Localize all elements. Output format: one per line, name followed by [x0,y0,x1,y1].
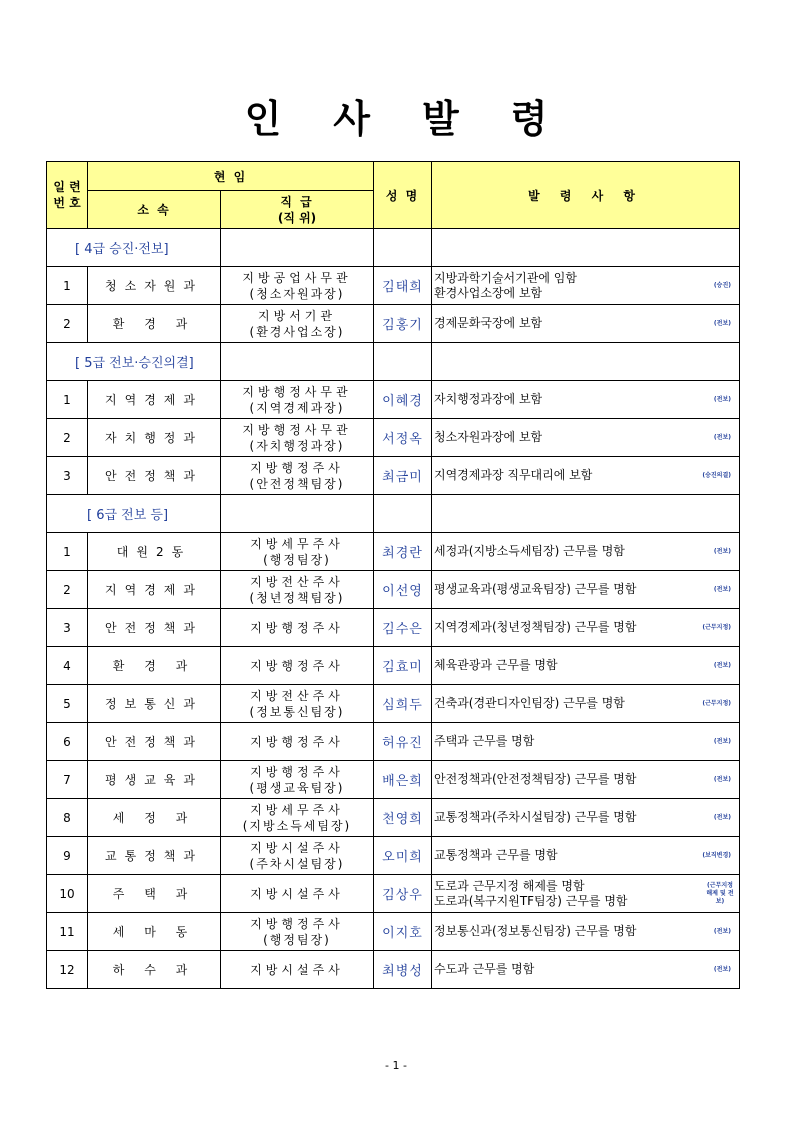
order-type-tag: (근무지정) [702,623,731,631]
order-line-2: 도로과(복구지원TF팀장) 근무를 명함 [434,893,628,908]
row-rank [221,533,374,571]
order-line-1: 정보통신과(정보통신팀장) 근무를 명함 [434,924,637,938]
row-department: 안전정책과 [88,457,221,495]
header-seq [47,162,88,229]
order-line-1: 지역경제과장 직무대리에 보함 [434,468,593,482]
order-line-1: 지방과학기술서기관에 임함 [434,270,577,285]
order-type-tag: (승진) [713,281,731,289]
header-rank-bottom: (직 위) [277,210,317,225]
row-order [432,799,740,837]
row-department: 하 수 과 [88,951,221,989]
order-type-tag: (전보) [713,775,731,783]
table-row [47,381,740,419]
row-person-name: 최병성 [374,951,432,989]
row-person-name: 이선영 [374,571,432,609]
order-type-tag: (근무지정해제 및 전보) [706,881,734,905]
order-line-2: 환경사업소장에 보함 [434,285,543,300]
section-blank-rank [221,495,374,533]
row-person-name: 오미희 [374,837,432,875]
row-person-name: 최금미 [374,457,432,495]
rank-title: 지방시설주사 [250,840,344,855]
row-number: 4 [47,647,88,685]
row-rank [221,609,374,647]
order-type-tag: (전보) [713,395,731,403]
table-row [47,761,740,799]
section-blank-name [374,229,432,267]
rank-title: 지방전산주사 [250,574,344,589]
row-person-name: 배은희 [374,761,432,799]
row-department: 교통정책과 [88,837,221,875]
row-number: 5 [47,685,88,723]
row-order [432,609,740,647]
order-line-1: 수도과 근무를 명함 [434,962,535,976]
table-row [47,609,740,647]
row-number: 3 [47,457,88,495]
section-blank-name [374,495,432,533]
row-department: 환 경 과 [88,305,221,343]
order-type-tag: (전보) [713,433,731,441]
row-department: 환 경 과 [88,647,221,685]
order-type-tag: (보직변경) [702,851,731,859]
section-blank-order [432,229,740,267]
rank-title: 지방세무주사 [250,802,344,817]
section-blank-name [374,343,432,381]
table-row [47,457,740,495]
row-person-name: 심희두 [374,685,432,723]
rank-position: (청소자원과장) [249,286,345,301]
row-rank [221,799,374,837]
row-department: 평생교육과 [88,761,221,799]
row-number: 3 [47,609,88,647]
rank-position: (평생교육팀장) [249,780,345,795]
row-department: 안전정책과 [88,609,221,647]
table-body [47,229,740,989]
row-department: 대원2동 [88,533,221,571]
header-dept: 소 속 [88,191,221,229]
order-line-1: 경제문화국장에 보함 [434,316,543,330]
order-type-tag: (근무지정) [702,699,731,707]
section-blank-order [432,495,740,533]
row-order [432,305,740,343]
row-rank [221,457,374,495]
page-title [0,88,792,143]
section-blank-order [432,343,740,381]
rank-title: 지방시설주사 [250,886,344,901]
row-person-name: 이지호 [374,913,432,951]
header-rank [221,191,374,229]
row-department: 청소자원과 [88,267,221,305]
rank-title: 지방행정사무관 [242,384,352,399]
rank-position: (환경사업소장) [249,324,345,339]
rank-position: (행정팀장) [263,552,331,567]
title-char: 발 [422,97,459,141]
row-number: 10 [47,875,88,913]
row-number: 9 [47,837,88,875]
row-person-name: 김태희 [374,267,432,305]
row-department: 안전정책과 [88,723,221,761]
row-number: 1 [47,381,88,419]
row-person-name: 최경란 [374,533,432,571]
row-rank [221,913,374,951]
row-number: 2 [47,419,88,457]
title-char: 령 [510,97,548,141]
section-row [47,229,740,267]
title-char: 인 [244,97,282,141]
row-person-name: 이혜경 [374,381,432,419]
rank-position: (지역경제과장) [249,400,345,415]
row-order [432,913,740,951]
row-rank [221,571,374,609]
header-rank-top: 직 급 [280,194,314,209]
header-name: 성 명 [374,162,432,229]
order-type-tag: (전보) [713,319,731,327]
row-number: 2 [47,305,88,343]
row-department: 정보통신과 [88,685,221,723]
row-department: 자치행정과 [88,419,221,457]
order-line-1: 지역경제과(청년정책팀장) 근무를 명함 [434,620,637,634]
row-rank [221,419,374,457]
row-person-name: 김수은 [374,609,432,647]
section-label: [ 5급 전보·승진의결] [47,343,221,381]
order-type-tag: (전보) [713,737,731,745]
row-order [432,647,740,685]
row-rank [221,267,374,305]
header-seq-bottom: 번 호 [53,196,81,210]
row-number: 7 [47,761,88,799]
table-row [47,837,740,875]
rank-title: 지방공업사무관 [242,270,352,285]
order-line-1: 안전정책과(안전정책팀장) 근무를 명함 [434,772,637,786]
order-type-tag: (전보) [713,547,731,555]
row-person-name: 허유진 [374,723,432,761]
rank-position: (청년정책팀장) [249,590,345,605]
row-person-name: 서정옥 [374,419,432,457]
table-row [47,305,740,343]
rank-title: 지방행정주사 [250,734,344,749]
order-type-tag: (전보) [713,661,731,669]
row-person-name: 김상우 [374,875,432,913]
section-label: [ 6급 전보 등] [47,495,221,533]
rank-title: 지방행정주사 [250,658,344,673]
section-blank-rank [221,229,374,267]
rank-position: (안전정책팀장) [249,476,345,491]
row-number: 1 [47,267,88,305]
header-seq-top: 일 련 [53,180,81,194]
rank-position: (주차시설팀장) [249,856,345,871]
table-row [47,267,740,305]
title-char: 사 [333,97,370,141]
order-line-1: 도로과 근무지정 해제를 명함 [434,878,585,893]
order-line-1: 건축과(경관디자인팀장) 근무를 명함 [434,696,625,710]
row-number: 12 [47,951,88,989]
table-row [47,951,740,989]
row-order [432,419,740,457]
row-number: 8 [47,799,88,837]
row-order [432,723,740,761]
row-rank [221,305,374,343]
table-row [47,571,740,609]
row-person-name: 김효미 [374,647,432,685]
row-order [432,951,740,989]
rank-title: 지방행정주사 [250,460,344,475]
row-order [432,761,740,799]
row-department: 지역경제과 [88,571,221,609]
rank-position: (자치행정과장) [249,438,345,453]
order-line-1: 교통정책과(주차시설팀장) 근무를 명함 [434,810,637,824]
rank-title: 지방시설주사 [250,962,344,977]
row-rank [221,875,374,913]
order-type-tag: (전보) [713,813,731,821]
section-blank-rank [221,343,374,381]
table-row [47,419,740,457]
row-rank [221,381,374,419]
row-order [432,457,740,495]
row-rank [221,723,374,761]
header-current: 현 임 [88,162,374,191]
appointment-table [46,161,740,989]
row-department: 지역경제과 [88,381,221,419]
order-line-1: 청소자원과장에 보함 [434,430,543,444]
rank-position: (행정팀장) [263,932,331,947]
row-order [432,533,740,571]
row-department: 주 택 과 [88,875,221,913]
table-row [47,685,740,723]
rank-position: (지방소득세팀장) [242,818,352,833]
rank-title: 지방서기관 [258,308,336,323]
rank-title: 지방행정주사 [250,916,344,931]
rank-position: (정보통신팀장) [249,704,345,719]
order-line-1: 교통정책과 근무를 명함 [434,848,558,862]
order-line-1: 체육관광과 근무를 명함 [434,658,558,672]
page-number: - 1 - [385,1059,407,1072]
row-order [432,875,740,913]
row-department: 세 정 과 [88,799,221,837]
row-order [432,571,740,609]
order-type-tag: (전보) [713,585,731,593]
row-order [432,267,740,305]
order-type-tag: (전보) [713,927,731,935]
row-department: 세 마 동 [88,913,221,951]
row-number: 1 [47,533,88,571]
table-row [47,875,740,913]
order-line-1: 주택과 근무를 명함 [434,734,535,748]
table-row [47,723,740,761]
row-person-name: 천영희 [374,799,432,837]
header-order: 발 령 사 항 [432,162,740,229]
table-row [47,799,740,837]
rank-title: 지방세무주사 [250,536,344,551]
row-number: 2 [47,571,88,609]
rank-title: 지방행정사무관 [242,422,352,437]
row-number: 11 [47,913,88,951]
section-row [47,495,740,533]
order-line-1: 세정과(지방소득세팀장) 근무를 명함 [434,544,625,558]
row-number: 6 [47,723,88,761]
row-person-name: 김홍기 [374,305,432,343]
section-row [47,343,740,381]
rank-title: 지방행정주사 [250,620,344,635]
row-order [432,685,740,723]
table-row [47,533,740,571]
row-rank [221,647,374,685]
order-line-1: 평생교육과(평생교육팀장) 근무를 명함 [434,582,637,596]
row-rank [221,951,374,989]
order-type-tag: (승진의결) [702,471,731,479]
row-rank [221,685,374,723]
section-label: [ 4급 승진·전보] [47,229,221,267]
row-rank [221,761,374,799]
table-row [47,913,740,951]
row-order [432,381,740,419]
order-type-tag: (전보) [713,965,731,973]
row-rank [221,837,374,875]
rank-title: 지방전산주사 [250,688,344,703]
row-order [432,837,740,875]
table-row [47,647,740,685]
table-header [47,162,740,229]
rank-title: 지방행정주사 [250,764,344,779]
order-line-1: 자치행정과장에 보함 [434,392,543,406]
